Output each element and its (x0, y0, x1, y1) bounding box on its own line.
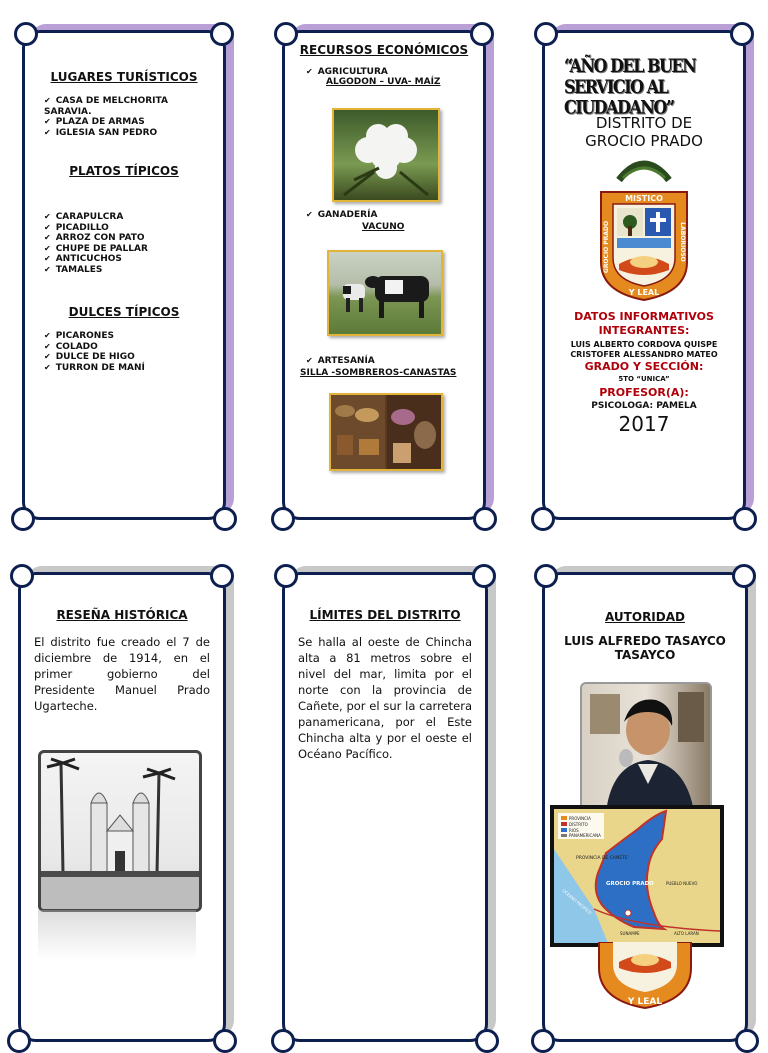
livestock-detail: VACUNO (362, 222, 405, 232)
cattle-photo (327, 250, 443, 336)
grade-value: 5TO “UNICA” (618, 375, 670, 383)
list-item: ✔ CASA DE MELCHORITA SARAVIA. (44, 96, 212, 117)
crafts-icon (331, 395, 441, 469)
crafts-photo (329, 393, 443, 471)
agriculture-detail: ALGODON – UVA- MAÍZ (326, 77, 441, 87)
list-item: ✔ ARROZ CON PATO (44, 233, 212, 244)
livestock-label: GANADERÍA (317, 210, 378, 220)
limits-text: Se halla al oeste de Chincha alta a 81 metros sobre el nivel del mar, limita por el norte con la provincia de Cañete, por el sur la carretera panamericana, por el Este Chincha alta y por el oeste el Océano Pacífico. (298, 635, 472, 761)
map-legend-item: PANAMERICANA (569, 833, 601, 838)
district-line2: GROCIO PRADO (585, 132, 703, 150)
cotton-icon (334, 110, 438, 200)
cotton-photo (332, 108, 440, 202)
panel-authority (542, 572, 748, 1042)
map-label: PROVINCIA DE CAÑETE (576, 856, 628, 861)
history-title: RESEÑA HISTÓRICA (56, 608, 188, 622)
list-item: ✔ PICARONES (44, 331, 212, 342)
cow-icon (329, 252, 441, 334)
panel-cover (542, 30, 746, 520)
crafts-detail: SILLA -SOMBREROS-CANASTAS (300, 368, 457, 378)
list-item: ✔ PLAZA DE ARMAS (44, 117, 212, 128)
grade-title: GRADO Y SECCIÓN: (584, 360, 704, 373)
crest-right-text: LABORIOSO (679, 222, 686, 262)
list-item: ✔ CHUPE DE PALLAR (44, 244, 212, 255)
district-line1: DISTRITO DE (595, 114, 693, 132)
list-item: ✔ DULCE DE HIGO (44, 352, 212, 363)
crest-bottom-text: Y LEAL (627, 997, 663, 1007)
district-crest-icon (597, 152, 691, 302)
sweets-title: DULCES TÍPICOS (68, 305, 180, 319)
list-item: ✔ TURRON DE MANÍ (44, 363, 212, 374)
crafts-label: ARTESANÍA (317, 356, 375, 366)
dishes-list (36, 212, 212, 275)
teacher-value: PSICOLOGA: PAMELA (591, 401, 697, 411)
map-label: PUEBLO NUEVO (666, 881, 698, 886)
list-item: ✔ ANTICUCHOS (44, 254, 212, 265)
authority-name-line1: LUIS ALFREDO TASAYCO (564, 634, 726, 648)
map-label: OCEANO PACIFICO (561, 887, 593, 916)
panel-tourism (22, 30, 226, 520)
crest-left-text: GROCIO PRADO (603, 220, 610, 274)
map-label: ALTO LARAN (674, 931, 699, 936)
district-map (550, 805, 724, 947)
panel-limits (282, 572, 488, 1042)
motto: “AÑO DEL BUEN SERVICIO AL CIUDADANO” (564, 54, 696, 119)
list-item: ✔ TAMALES (44, 265, 212, 276)
tourist-places-list (36, 96, 212, 138)
map-label: SUNAMPE (620, 931, 640, 936)
list-item: ✔ CARAPULCRA (44, 212, 212, 223)
list-item: ✔ PICADILLO (44, 223, 212, 234)
district-map-graphic (554, 809, 720, 943)
member-name: CRISTOFER ALESSANDRO MATEO (570, 350, 718, 359)
panel-history (18, 572, 226, 1042)
mayor-photo (580, 682, 712, 814)
panel-economy: RECURSOS ECONÓMICOS ✔ AGRICULTURA ALGODON – UVA- MAÍZ ✔ GANADERÍA VACUNO ✔ ARTESANÍA SILLA -SOMBREROS-CANASTAS (282, 30, 486, 520)
info-title: DATOS INFORMATIVOS (574, 310, 714, 323)
tourist-places-title: LUGARES TURÍSTICOS (50, 70, 198, 84)
list-item: ✔ COLADO (44, 342, 212, 353)
church-icon (41, 753, 199, 909)
sweets-list (36, 331, 212, 373)
person-icon (582, 684, 710, 812)
dishes-title: PLATOS TÍPICOS (69, 164, 179, 178)
church-photo-reflection (38, 910, 196, 960)
history-text: El distrito fue creado el 7 de diciembre de 1914, en el primer gobierno del Presidente Manuel Prado Ugarteche. (34, 635, 210, 713)
map-label: GROCIO PRADO (606, 881, 654, 887)
district-crest-bottom-icon (595, 942, 695, 1012)
map-legend-item: PROVINCIA (569, 816, 591, 821)
crest-bottom-text: Y LEAL (628, 288, 660, 297)
authority-title: AUTORIDAD (605, 610, 685, 624)
members-title: INTEGRANTES: (598, 324, 690, 337)
limits-title: LÍMITES DEL DISTRITO (309, 608, 461, 622)
year: 2017 (618, 412, 670, 436)
map-legend-item: DISTRITO (569, 822, 588, 827)
map-legend-item: RIOS (569, 828, 579, 833)
member-name: LUIS ALBERTO CORDOVA QUISPE (570, 340, 718, 349)
church-photo (38, 750, 202, 912)
teacher-title: PROFESOR(A): (599, 386, 689, 399)
authority-name-line2: TASAYCO (614, 648, 676, 662)
economy-title: RECURSOS ECONÓMICOS (299, 43, 469, 57)
list-item: ✔ IGLESIA SAN PEDRO (44, 128, 212, 139)
crest-top-text: MISTICO (625, 194, 663, 203)
agriculture-label: AGRICULTURA (317, 67, 388, 77)
